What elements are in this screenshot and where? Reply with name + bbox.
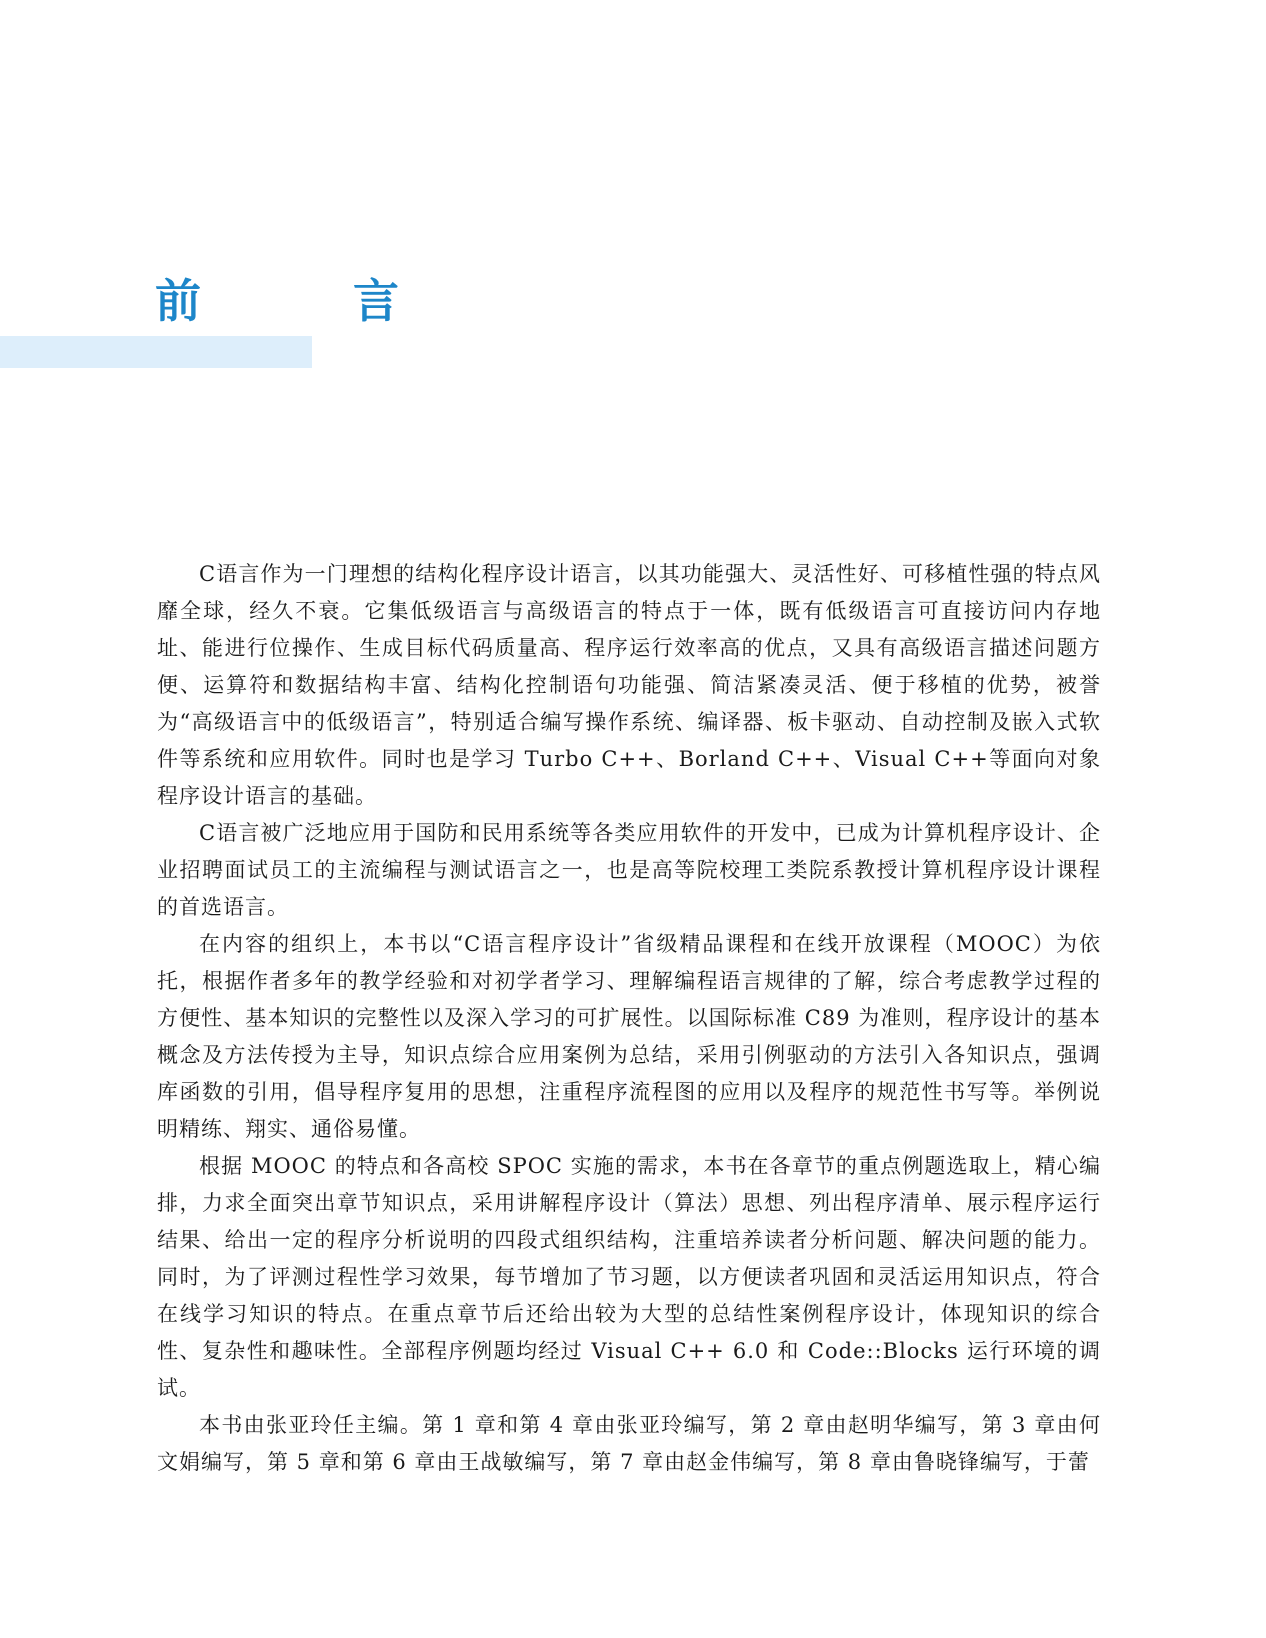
preface-body (157, 556, 1101, 1481)
paragraph-2: C语言被广泛地应用于国防和民用系统等各类应用软件的开发中，已成为计算机程序设计、企业招聘面试员工的主流编程与测试语言之一，也是高等院校理工类院系教授计算机程序设计课程的首选语言。 (157, 821, 1101, 919)
paragraph-4: 根据 MOOC 的特点和各高校 SPOC 实施的需求，本书在各章节的重点例题选取上，精心编排，力求全面突出章节知识点，采用讲解程序设计（算法）思想、列出程序清单、展示程序运行结果、给出一定的程序分析说明的四段式组织结构，注重培养读者分析问题、解决问题的能力。同时，为了评测过程性学习效果，每节增加了节习题，以方便读者巩固和灵活运用知识点，符合在线学习知识的特点。在重点章节后还给出较为大型的总结性案例程序设计，体现知识的综合性、复杂性和趣味性。全部程序例题均经过 Visual C++ 6.0 和 Code::Blocks 运行环境的调试。 (157, 1154, 1101, 1400)
page-title: 前 言 (155, 274, 468, 328)
paragraph-1: C语言作为一门理想的结构化程序设计语言，以其功能强大、灵活性好、可移植性强的特点风靡全球，经久不衰。它集低级语言与高级语言的特点于一体，既有低级语言可直接访问内存地址、能进行位操作、生成目标代码质量高、程序运行效率高的优点，又具有高级语言描述问题方便、运算符和数据结构丰富、结构化控制语句功能强、简洁紧凑灵活、便于移植的优势，被誉为“高级语言中的低级语言”，特别适合编写操作系统、编译器、板卡驱动、自动控制及嵌入式软件等系统和应用软件。同时也是学习 Turbo C++、Borland C++、Visual C++等面向对象程序设计语言的基础。 (157, 562, 1101, 808)
paragraph-3: 在内容的组织上，本书以“C语言程序设计”省级精品课程和在线开放课程（MOOC）为依托，根据作者多年的教学经验和对初学者学习、理解编程语言规律的了解，综合考虑教学过程的方便性、基本知识的完整性以及深入学习的可扩展性。以国际标准 C89 为准则，程序设计的基本概念及方法传授为主导，知识点综合应用案例为总结，采用引例驱动的方法引入各知识点，强调库函数的引用，倡导程序复用的思想，注重程序流程图的应用以及程序的规范性书写等。举例说明精练、翔实、通俗易懂。 (157, 932, 1101, 1141)
title-underline-bar (0, 336, 312, 368)
paragraph-5: 本书由张亚玲任主编。第 1 章和第 4 章由张亚玲编写，第 2 章由赵明华编写，第 3 章由何文娟编写，第 5 章和第 6 章由王战敏编写，第 7 章由赵金伟编写，第 8 章由鲁晓锋编写，于蕾 (157, 1413, 1101, 1474)
